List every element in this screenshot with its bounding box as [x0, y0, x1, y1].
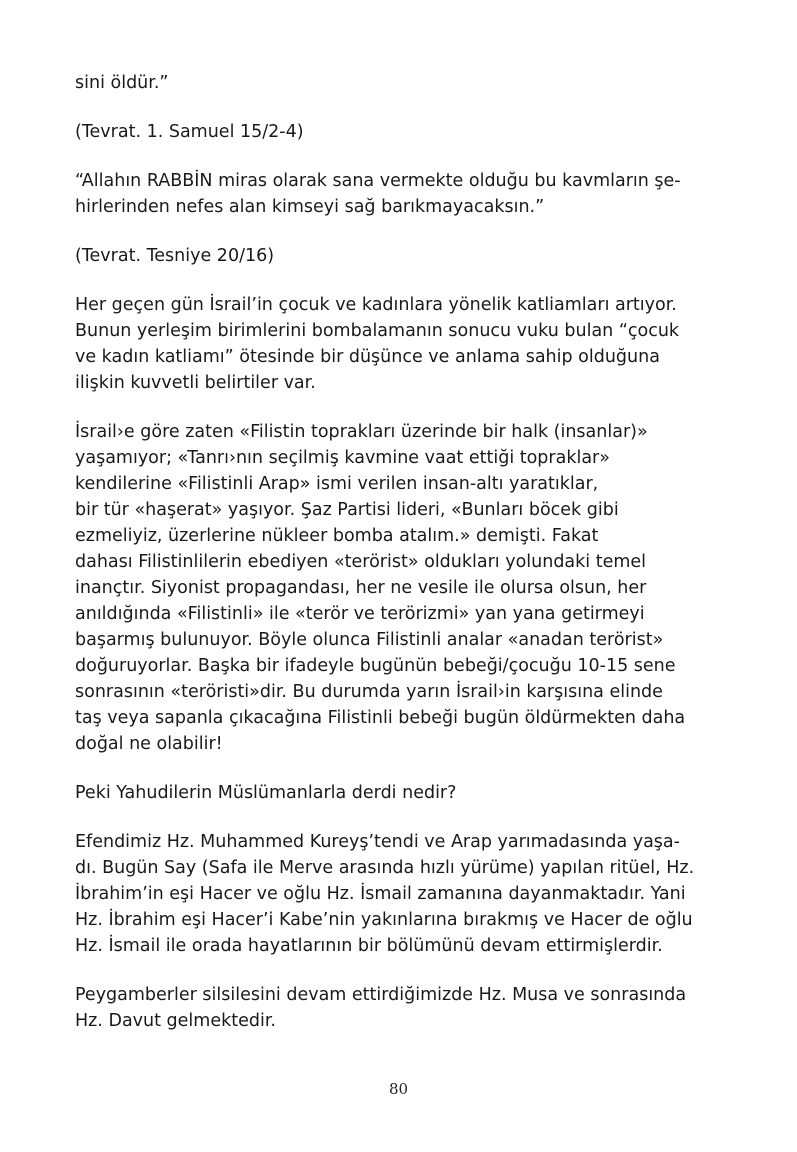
text-line: İbrahim’in eşi Hacer ve oğlu Hz. İsmail zamanına dayanmaktadır. Yani — [75, 884, 686, 904]
paragraph — [75, 243, 725, 269]
text-line: (Tevrat. 1. Samuel 15/2-4) — [75, 122, 304, 142]
text-line: ilişkin kuvvetli belirtiler var. — [75, 373, 316, 393]
text-line: sonrasının «teröristi»dir. Bu durumda yarın İsrail›in karşısına elinde — [75, 682, 663, 702]
text-line: inançtır. Siyonist propagandası, her ne vesile ile olursa olsun, her — [75, 578, 647, 598]
text-line: Hz. İbrahim eşi Hacer’i Kabe’nin yakınlarına bırakmış ve Hacer de oğlu — [75, 910, 693, 930]
paragraph — [75, 419, 725, 757]
text-line: Her geçen gün İsrail’in çocuk ve kadınlara yönelik katliamları artıyor. — [75, 295, 677, 315]
text-line: ezmeliyiz, üzerlerine nükleer bomba atalım.» demişti. Fakat — [75, 526, 599, 546]
text-line: doğal ne olabilir! — [75, 734, 223, 754]
text-line: sini öldür.” — [75, 73, 169, 93]
text-line: yaşamıyor; «Tanrı›nın seçilmiş kavmine vaat ettiği topraklar» — [75, 448, 610, 468]
page-number: 80 — [388, 1080, 409, 1098]
paragraph — [75, 829, 725, 959]
paragraph — [75, 982, 725, 1034]
paragraph — [75, 292, 725, 396]
text-line: başarmış bulunuyor. Böyle olunca Filistinli analar «anadan terörist» — [75, 630, 664, 650]
text-line: dahası Filistinlilerin ebediyen «terörist» oldukları yolundaki temel — [75, 552, 647, 572]
text-line: Efendimiz Hz. Muhammed Kureyş’tendi ve Arap yarımadasında yaşa- — [75, 832, 680, 852]
paragraph — [75, 119, 725, 145]
text-line: taş veya sapanla çıkacağına Filistinli bebeği bugün öldürmekten daha — [75, 708, 686, 728]
text-line: dı. Bugün Say (Safa ile Merve arasında hızlı yürüme) yapılan ritüel, Hz. — [75, 858, 695, 878]
paragraph — [75, 168, 725, 220]
text-line: hirlerinden nefes alan kimseyi sağ barıkmayacaksın.” — [75, 197, 545, 217]
text-line: kendilerine «Filistinli Arap» ismi verilen insan-altı yaratıklar, — [75, 474, 599, 494]
text-line: ve kadın katliamı” ötesinde bir düşünce ve anlama sahip olduğuna — [75, 347, 660, 367]
text-line: “Allahın RABBİN miras olarak sana vermekte olduğu bu kavmların şe- — [75, 171, 681, 191]
paragraph — [75, 70, 725, 96]
paragraph — [75, 780, 725, 806]
text-line: anıldığında «Filistinli» ile «terör ve terörizmi» yan yana getirmeyi — [75, 604, 645, 624]
text-line: (Tevrat. Tesniye 20/16) — [75, 246, 275, 266]
text-line: bir tür «haşerat» yaşıyor. Şaz Partisi lideri, «Bunları böcek gibi — [75, 500, 619, 520]
text-line: Peygamberler silsilesini devam ettirdiğimizde Hz. Musa ve sonrasında — [75, 985, 687, 1005]
text-line: Hz. Davut gelmektedir. — [75, 1011, 276, 1031]
text-line: İsrail›e göre zaten «Filistin toprakları üzerinde bir halk (insanlar)» — [75, 422, 648, 442]
text-line: Peki Yahudilerin Müslümanlarla derdi nedir? — [75, 783, 457, 803]
page-body — [75, 70, 725, 1057]
text-line: doğuruyorlar. Başka bir ifadeyle bugünün bebeği/çocuğu 10-15 sene — [75, 656, 676, 676]
text-line: Bunun yerleşim birimlerini bombalamanın sonucu vuku bulan “çocuk — [75, 321, 680, 341]
text-line: Hz. İsmail ile orada hayatlarının bir bölümünü devam ettirmişlerdir. — [75, 936, 663, 956]
